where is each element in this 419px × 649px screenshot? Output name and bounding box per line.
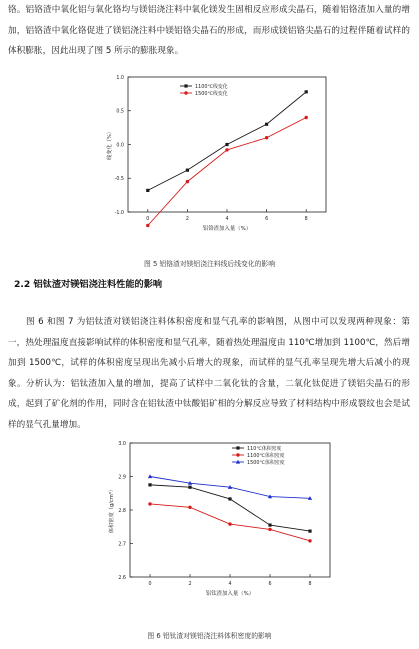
figure-6-chart: [96, 436, 332, 614]
figure-5-caption: 图 5 铝铬渣对镁铝浇注料线后线变化的影响: [144, 260, 275, 268]
fig6-x-tick-label: 0: [148, 582, 152, 587]
fig6-data-point: [188, 486, 191, 489]
fig5-y-tick-label: 0.0: [116, 143, 124, 149]
intro-paragraph: 铬。铝铬渣中氧化铝与氧化铬均与镁铝浇注料中氧化镁发生固相反应形成尖晶石，随着铝铬渣加入量的增加，铝铬渣中氧化铬促进了镁铝浇注料中镁铝铬尖晶石的形成，而形成镁铝铬尖晶石的过程伴随着试样的体积膨胀，因此出现了图 5 所示的膨胀现象。: [8, 5, 410, 56]
fig6-data-point: [228, 522, 231, 525]
body-paragraph: 图 6 和图 7 为铝钛渣对镁铝浇注料体积密度和显气孔率的影响图，从图中可以发现两种现象：第一，热处理温度直接影响试样的体积密度和显气孔率，随着热处理温度由 110℃增加到 1100℃，然后增加到 1500℃，试样的体积密度呈现出先减小后增大的现象，而试样的显气孔率呈现先增大后减小的现象。分析认为：铝钛渣加入量的增加，提高了试样中二氧化钛的含量，二氧化钛促进了镁铝尖晶石的形成，起到了矿化剂的作用，同时含在铝钛渣中钛酸铝矿相的分解反应导致了材料结构中形成裂纹也会是试样的显气孔量增加。: [8, 317, 410, 430]
fig5-series-line-0: [148, 92, 306, 191]
fig5-data-point: [265, 123, 268, 126]
fig6-data-point: [308, 530, 311, 533]
fig6-x-tick-label: 2: [188, 582, 192, 587]
fig6-x-axis-label: 铝钛渣加入量（%）: [205, 591, 255, 597]
fig5-legend-label: 1100℃线变化: [195, 83, 228, 90]
fig6-plot-frame: [130, 443, 330, 577]
fig6-data-point: [188, 506, 191, 509]
fig6-y-tick-label: 2.8: [118, 508, 126, 514]
fig6-y-tick-label: 2.9: [118, 475, 126, 481]
fig6-x-tick-label: 6: [268, 582, 272, 587]
fig6-data-point: [228, 497, 231, 500]
fig5-data-point: [186, 169, 189, 172]
fig6-data-point: [148, 483, 151, 486]
fig6-data-point: [308, 539, 311, 542]
fig5-y-axis-label: 线变化（%）: [107, 129, 113, 160]
fig6-data-point: [268, 528, 271, 531]
fig5-data-point: [305, 116, 308, 119]
fig5-data-point: [146, 189, 149, 192]
fig5-x-tick-label: 8: [304, 217, 308, 222]
fig5-data-point: [146, 224, 149, 227]
fig5-y-tick-label: -0.5: [114, 177, 124, 183]
fig5-y-tick-label: 0.5: [116, 109, 124, 115]
fig6-x-tick-label: 8: [308, 582, 312, 587]
fig6-y-tick-label: 2.7: [118, 542, 126, 548]
fig5-data-point: [186, 180, 189, 183]
fig6-legend-marker: [236, 446, 239, 449]
fig6-legend-label: 1500℃体积密度: [247, 459, 285, 466]
fig5-y-tick-label: 1.0: [116, 75, 124, 81]
fig6-data-point: [268, 523, 271, 526]
fig5-data-point: [225, 148, 228, 151]
fig5-data-point: [305, 90, 308, 93]
fig5-x-tick-label: 6: [265, 217, 269, 222]
fig5-y-tick-label: -1.0: [114, 210, 124, 216]
fig5-legend-label: 1500℃线变化: [195, 90, 228, 97]
fig5-x-tick-label: 4: [225, 217, 229, 222]
fig6-legend-marker: [236, 453, 239, 456]
fig6-data-point: [148, 502, 151, 505]
fig5-data-point: [225, 143, 228, 146]
fig5-data-point: [265, 136, 268, 139]
fig5-x-tick-label: 0: [146, 217, 150, 222]
section-heading: 2.2 铝钛渣对镁铝浇注料性能的影响: [14, 279, 163, 290]
fig5-x-axis-label: 铝铬渣加入量（%）: [202, 226, 252, 232]
figure-6-caption: 图 6 铝钛渣对镁铝浇注料体积密度的影响: [147, 632, 272, 640]
fig6-legend-label: 110℃体积密度: [247, 445, 282, 452]
fig6-y-axis-label: 体积密度（g/cm³）: [109, 486, 115, 534]
fig6-data-point: [148, 474, 152, 478]
fig6-legend-label: 1100℃体积密度: [247, 452, 285, 459]
fig5-x-tick-label: 2: [185, 217, 189, 222]
fig6-y-tick-label: 2.6: [118, 575, 126, 581]
fig6-x-tick-label: 4: [228, 582, 232, 587]
fig6-y-tick-label: 3.0: [118, 441, 126, 447]
fig5-legend-marker: [184, 91, 187, 94]
figure-5-chart: [98, 72, 328, 247]
fig5-legend-marker: [184, 84, 187, 87]
